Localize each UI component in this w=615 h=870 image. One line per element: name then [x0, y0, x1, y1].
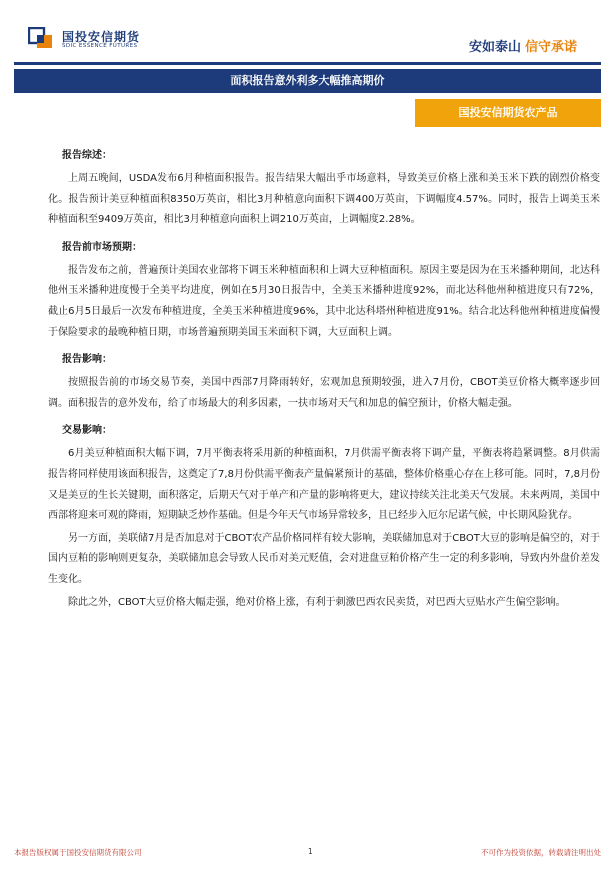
slogan-part1: 安如泰山	[468, 40, 521, 55]
page-header	[0, 0, 615, 62]
copyright-notice: 本报告版权属于国投安信期货有限公司	[14, 848, 142, 857]
paragraph: 上周五晚间，USDA发布6月种植面积报告。报告结果大幅出乎市场意料，导致美豆价格上涨和美玉米下跌的剧烈价格变化。报告预计美豆种植面积8350万英亩，相比3月种植意向面积下调400万英亩，下调幅度4.57%。同时，报告上调美玉米种植面积至9409万英亩，相比3月种植意向面积上调210万英亩，上调幅度2.28%。	[48, 173, 600, 226]
paragraph: 按照报告前的市场交易节奏，美国中西部7月降雨转好，宏观加息预期较强，进入7月份，CBOT美豆价格大概率逐步回调。面积报告的意外发布，给了市场最大的利多因素，一扶市场对天气和加息的偏空预计，价格大幅走强。	[48, 377, 600, 409]
paragraph: 除此之外，CBOT大豆价格大幅走强，绝对价格上涨，有利于刺激巴西农民卖货，对巴西大豆贴水产生偏空影响。	[68, 596, 566, 608]
section-heading-summary: 报告综述：	[62, 150, 112, 161]
section-heading-impact: 报告影响：	[62, 354, 112, 366]
section-heading-trading: 交易影响：	[62, 425, 112, 437]
slogan-part2: 信守承诺	[524, 40, 577, 55]
section-heading-expectations: 报告前市场预期：	[62, 241, 142, 253]
disclaimer: 不可作为投资依据，转载请注明出处	[481, 848, 601, 857]
paragraph: 报告发布之前，普遍预计美国农业部将下调玉米种植面积和上调大豆种植面积。原因主要是因为在玉米播种期间，北达科他州玉米播种进度慢于全美平均进度，例如在5月30日报告中，全美玉米播种进度92%，而北达科他州种植进度只有72%，截止6月5日最后一次发布种植进度，全美玉米种植进度96%，其中北达科塔州种植进度91%。结合北达科他州种植进度偏慢于保险要求的最晚种植日期，市场普遍预期美国玉米面积下调，大豆面积上调。	[48, 264, 600, 338]
report-category-tag: 国投安信期货农产品	[415, 99, 601, 127]
brand-name-en: SDIC ESSENCE FUTURES	[62, 43, 138, 49]
slogan	[469, 36, 577, 55]
paragraph: 6月美豆种植面积大幅下调，7月平衡表将采用新的种植面积，7月供需平衡表将下调产量，平衡表将趋紧调整。8月供需报告将同样使用该面积报告，这奠定了7,8月份供需平衡表产量偏紧预计的基础，整体价格重心存在上移可能。同时，7,8月份又是美豆的生长关键期，面积落定，后期天气对于单产和产量的影响将更大，建议持续关注北美天气发展。未来两周，美国中西部将迎来可观的降雨，短期缺乏炒作基础。但是今年天气市场异常较多，且已经步入厄尔尼诺气候，中长期风险犹存。	[48, 448, 600, 522]
page-number: 1	[308, 847, 313, 856]
company-logo-icon	[28, 27, 54, 49]
brand-name: 国投安信期货	[62, 30, 141, 44]
header-rule	[14, 62, 601, 65]
paragraph: 另一方面，美联储7月是否加息对于CBOT农产品价格同样有较大影响，美联储加息对于CBOT大豆的影响是偏空的，对于国内豆粕的影响则更复杂，美联储加息会导致人民币对美元贬值，会对进盘豆粕价格产生一定的利多影响，导致内外盘价差发生变化。	[48, 532, 600, 585]
page-footer	[14, 847, 601, 859]
report-body	[48, 147, 600, 615]
report-title: 面积报告意外利多大幅推高期价	[14, 69, 601, 93]
